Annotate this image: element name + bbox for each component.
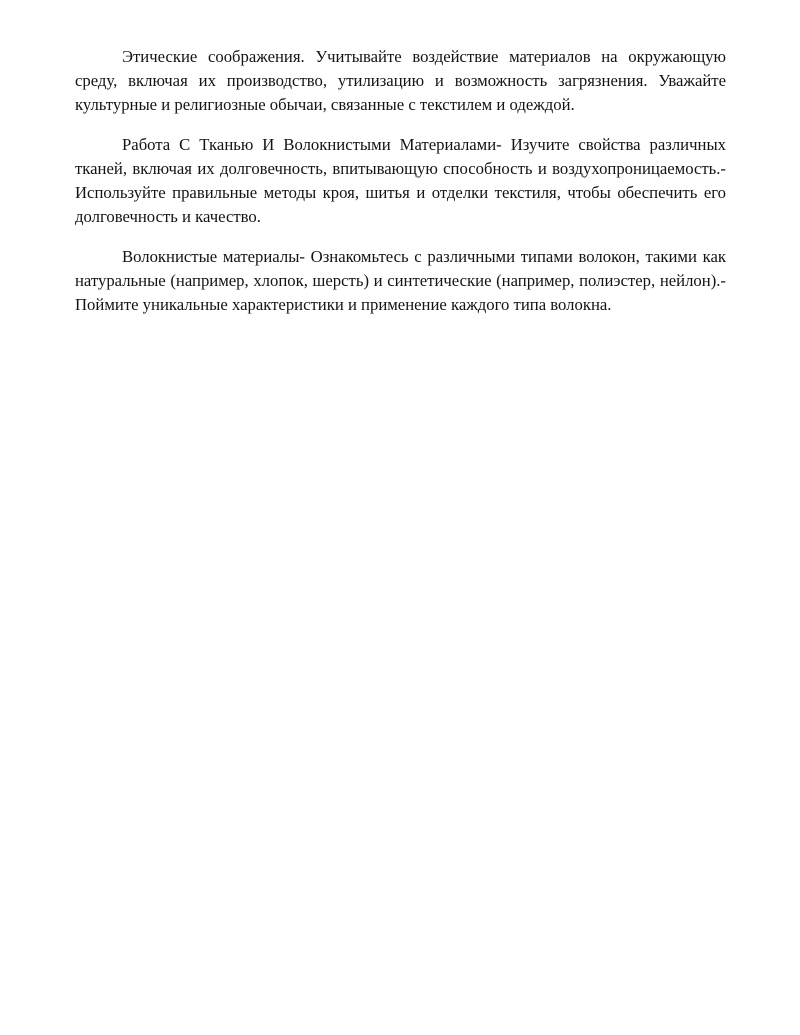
paragraph-ethical-considerations: Этические соображения. Учитывайте воздействие материалов на окружающую среду, включая их производство, утилизацию и возможность загрязнения. Уважайте культурные и религиозные обычаи, связанные с текстилем и одеждой. [75,47,726,114]
paragraph-working-with-fabric: Работа С Тканью И Волокнистыми Материалами- Изучите свойства различных тканей, включая их долговечность, впитывающую способность и воздухопроницаемость.- Используйте правильные методы кроя, шитья и отделки текстиля, чтобы обеспечить его долговечность и качество. [75,135,726,226]
paragraph-fiber-materials: Волокнистые материалы- Ознакомьтесь с различными типами волокон, такими как натуральные (например, хлопок, шерсть) и синтетические (например, полиэстер, нейлон).- Поймите уникальные характеристики и применение каждого типа волокна. [75,247,726,314]
document-body [75,45,726,333]
